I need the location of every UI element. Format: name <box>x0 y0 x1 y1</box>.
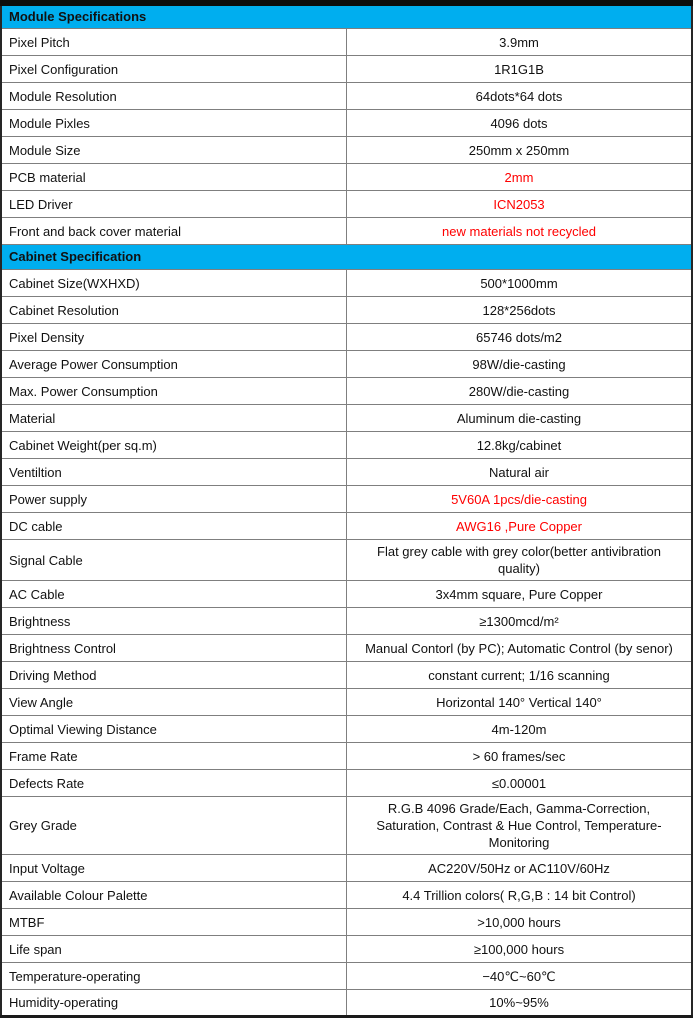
spec-row <box>1 689 692 716</box>
spec-row <box>1 743 692 770</box>
spec-row <box>1 378 692 405</box>
spec-label: Power supply <box>1 486 347 513</box>
spec-label: Humidity-operating <box>1 990 347 1017</box>
spec-value: >10,000 hours <box>347 909 693 936</box>
spec-value: Manual Contorl (by PC); Automatic Control (by senor) <box>347 635 693 662</box>
spec-value: 4096 dots <box>347 110 693 137</box>
spec-label: Pixel Density <box>1 324 347 351</box>
spec-row <box>1 963 692 990</box>
spec-value: ≥1300mcd/m² <box>347 608 693 635</box>
spec-value: constant current; 1/16 scanning <box>347 662 693 689</box>
spec-row <box>1 662 692 689</box>
spec-label: MTBF <box>1 909 347 936</box>
spec-row <box>1 459 692 486</box>
spec-row <box>1 164 692 191</box>
spec-label: Input Voltage <box>1 855 347 882</box>
spec-row <box>1 770 692 797</box>
spec-label: Cabinet Resolution <box>1 297 347 324</box>
spec-value: 64dots*64 dots <box>347 83 693 110</box>
spec-value: ≥100,000 hours <box>347 936 693 963</box>
spec-row <box>1 324 692 351</box>
spec-row <box>1 581 692 608</box>
spec-label: Driving Method <box>1 662 347 689</box>
spec-table-body <box>1 3 692 1017</box>
spec-label: Pixel Configuration <box>1 56 347 83</box>
spec-row <box>1 990 692 1017</box>
spec-value: ICN2053 <box>347 191 693 218</box>
spec-label: View Angle <box>1 689 347 716</box>
spec-label: Average Power Consumption <box>1 351 347 378</box>
spec-row <box>1 882 692 909</box>
spec-label: Module Pixles <box>1 110 347 137</box>
spec-value: Flat grey cable with grey color(better antivibration quality) <box>347 540 693 581</box>
spec-label: Brightness <box>1 608 347 635</box>
spec-label: Ventiltion <box>1 459 347 486</box>
spec-value: > 60 frames/sec <box>347 743 693 770</box>
spec-label: Signal Cable <box>1 540 347 581</box>
spec-label: Front and back cover material <box>1 218 347 245</box>
spec-value: 280W/die-casting <box>347 378 693 405</box>
spec-label: DC cable <box>1 513 347 540</box>
spec-value: AC220V/50Hz or AC110V/60Hz <box>347 855 693 882</box>
spec-value: ≤0.00001 <box>347 770 693 797</box>
spec-label: Available Colour Palette <box>1 882 347 909</box>
spec-row <box>1 936 692 963</box>
spec-value: R.G.B 4096 Grade/Each, Gamma-Correction, Saturation, Contrast & Hue Control, Temperature-Monitoring <box>347 797 693 855</box>
spec-value: new materials not recycled <box>347 218 693 245</box>
spec-value: 10%~95% <box>347 990 693 1017</box>
spec-row <box>1 540 692 581</box>
spec-value: 2mm <box>347 164 693 191</box>
spec-label: Pixel Pitch <box>1 29 347 56</box>
spec-row <box>1 486 692 513</box>
spec-label: Defects Rate <box>1 770 347 797</box>
spec-row <box>1 29 692 56</box>
spec-row <box>1 191 692 218</box>
spec-label: Max. Power Consumption <box>1 378 347 405</box>
spec-value: Natural air <box>347 459 693 486</box>
spec-label: Grey Grade <box>1 797 347 855</box>
section-header-title: Cabinet Specification <box>1 245 692 270</box>
spec-row <box>1 909 692 936</box>
spec-value: AWG16 ,Pure Copper <box>347 513 693 540</box>
spec-row <box>1 270 692 297</box>
spec-row <box>1 137 692 164</box>
spec-value: 65746 dots/m2 <box>347 324 693 351</box>
spec-row <box>1 716 692 743</box>
spec-row <box>1 110 692 137</box>
spec-label: Material <box>1 405 347 432</box>
spec-label: Frame Rate <box>1 743 347 770</box>
spec-value: 12.8kg/cabinet <box>347 432 693 459</box>
spec-label: PCB material <box>1 164 347 191</box>
spec-label: Brightness Control <box>1 635 347 662</box>
spec-row <box>1 513 692 540</box>
spec-label: Life span <box>1 936 347 963</box>
spec-row <box>1 432 692 459</box>
spec-value: 4m-120m <box>347 716 693 743</box>
spec-label: Module Resolution <box>1 83 347 110</box>
spec-row <box>1 297 692 324</box>
spec-label: Temperature-operating <box>1 963 347 990</box>
spec-value: 250mm x 250mm <box>347 137 693 164</box>
spec-value: 1R1G1B <box>347 56 693 83</box>
spec-label: Cabinet Weight(per sq.m) <box>1 432 347 459</box>
spec-value: 500*1000mm <box>347 270 693 297</box>
spec-row <box>1 405 692 432</box>
spec-value: 5V60A 1pcs/die-casting <box>347 486 693 513</box>
spec-row <box>1 218 692 245</box>
spec-row <box>1 797 692 855</box>
spec-value: 128*256dots <box>347 297 693 324</box>
spec-value: −40℃~60℃ <box>347 963 693 990</box>
spec-label: AC Cable <box>1 581 347 608</box>
section-header-row <box>1 3 692 29</box>
spec-row <box>1 56 692 83</box>
spec-value: 98W/die-casting <box>347 351 693 378</box>
spec-label: Module Size <box>1 137 347 164</box>
spec-value: Horizontal 140° Vertical 140° <box>347 689 693 716</box>
spec-value: 3x4mm square, Pure Copper <box>347 581 693 608</box>
section-header-title: Module Specifications <box>1 3 692 29</box>
spec-value: Aluminum die-casting <box>347 405 693 432</box>
spec-row <box>1 351 692 378</box>
spec-row <box>1 83 692 110</box>
spec-value: 3.9mm <box>347 29 693 56</box>
spec-row <box>1 635 692 662</box>
spec-label: Cabinet Size(WXHXD) <box>1 270 347 297</box>
spec-value: 4.4 Trillion colors( R,G,B : 14 bit Control) <box>347 882 693 909</box>
section-header-row <box>1 245 692 270</box>
spec-row <box>1 608 692 635</box>
spec-label: Optimal Viewing Distance <box>1 716 347 743</box>
spec-row <box>1 855 692 882</box>
spec-label: LED Driver <box>1 191 347 218</box>
